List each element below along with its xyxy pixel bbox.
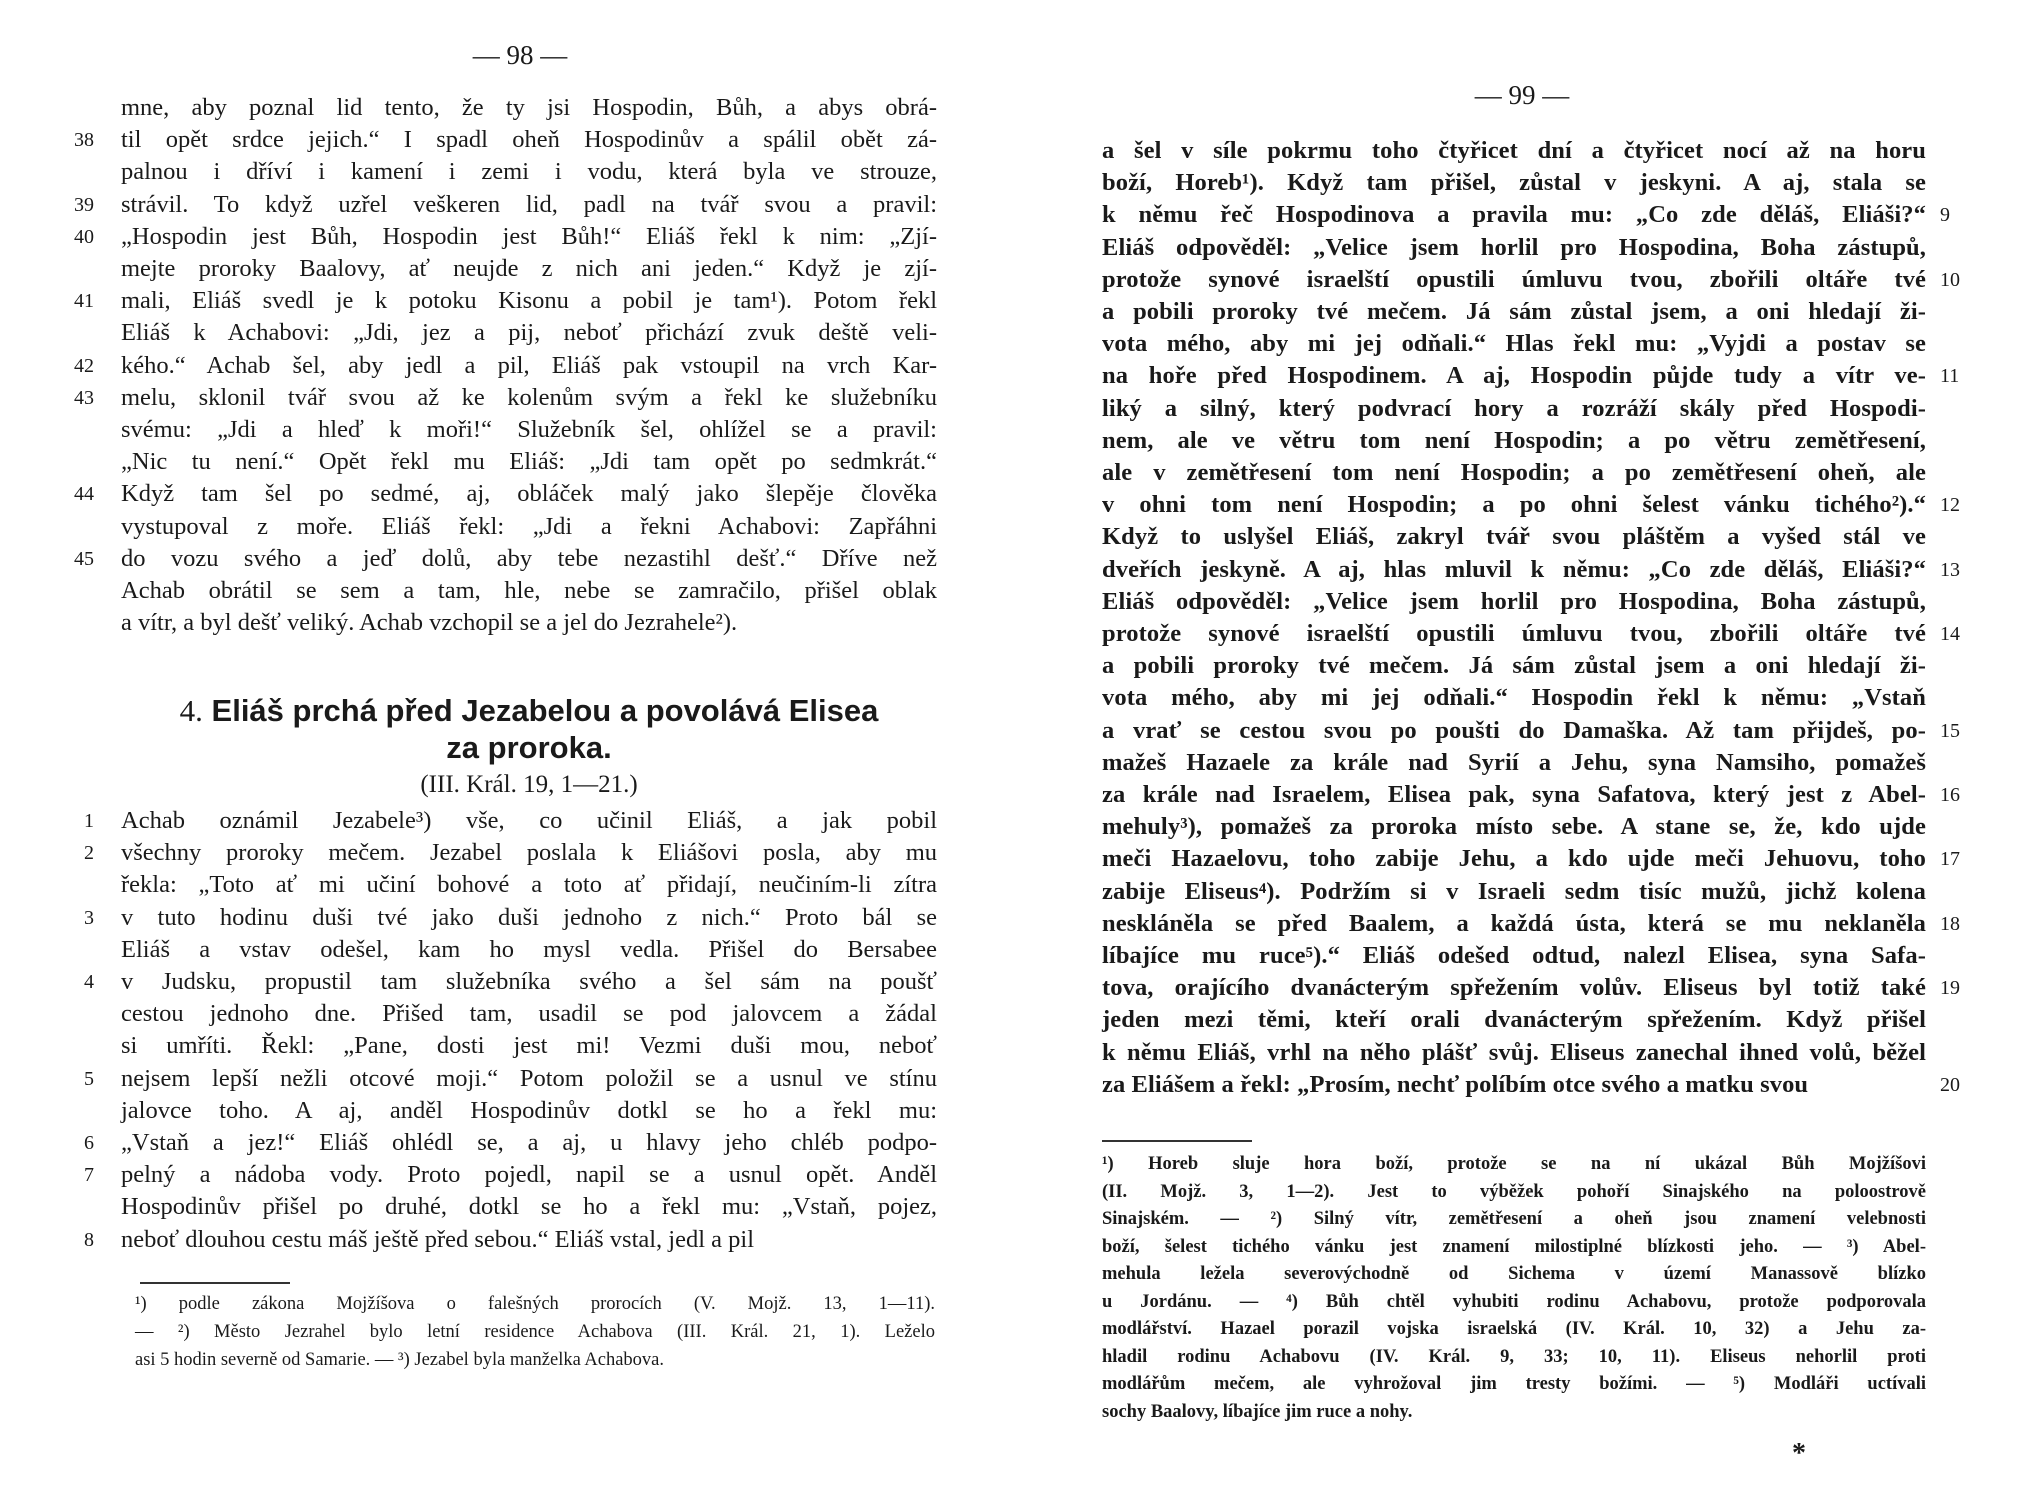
verse-number: 40 xyxy=(74,225,94,248)
line-text: líbajíce mu ruce⁵).“ Eliáš odešed odtud, nalezl Elisea, syna Safa- xyxy=(1102,942,1926,969)
line-text: do vozu svého a jeď dolů, aby tebe nezastihl dešť.“ Dříve než xyxy=(121,544,937,572)
verse-number: 39 xyxy=(74,193,94,216)
verse-number: 3 xyxy=(84,906,94,929)
verse-number: 1 xyxy=(84,810,94,832)
footnote-rule xyxy=(140,1282,290,1284)
footnote-line: modlářům mečem, ale vyhrožoval jim tresty božími. — ⁵) Modláři uctívali xyxy=(1102,1374,1926,1394)
line-text: liký a silný, který podvrací hory a rozráží skály před Hospodi- xyxy=(1102,394,1926,422)
section-number: 4. xyxy=(179,693,203,728)
footnote-line: ¹) podle zákona Mojžíšova o falešných prorocích (V. Mojž. 13, 1—11). xyxy=(135,1294,935,1314)
verse-number: 45 xyxy=(74,547,94,570)
line-text: palnou i dříví i kamení i zemi i vodu, která byla ve strouze, xyxy=(121,158,937,186)
line-text: a vítr, a byl dešť veliký. Achab vzchopil se a jel do Jezrahele²). xyxy=(121,609,738,637)
line-text: protože synové israelští opustili úmluvu tvou, zbořili oltáře tvé xyxy=(1102,620,1926,647)
verse-number: 20 xyxy=(1940,1073,1960,1096)
right-page xyxy=(1010,0,2020,1500)
footnote-line: ¹) Horeb sluje hora boží, protože se na ní ukázal Bůh Mojžíšovi xyxy=(1102,1154,1926,1174)
line-text: Když to uslyšel Eliáš, zakryl tvář svou pláštěm a vyšed stál ve xyxy=(1102,523,1926,551)
line-text: dveřích jeskyně. A aj, hlas mluvil k němu: „Co zde děláš, Eliáši?“ xyxy=(1102,555,1926,583)
line-text: mehuly³), pomažeš za proroka místo sebe. A stane se, že, kdo ujde xyxy=(1102,813,1926,841)
verse-number: 17 xyxy=(1940,848,1960,871)
line-text: „Vstaň a jez!“ Eliáš ohlédl se, a aj, u hlavy jeho chléb podpo- xyxy=(121,1129,937,1156)
line-text: řekla: „Toto ať mi učiní bohové a toto ať přidají, neučiním-li zítra xyxy=(121,871,937,899)
line-text: ale v zemětřesení tom není Hospodin; a po zemětřesení oheň, ale xyxy=(1102,459,1926,486)
line-text: Eliáš k Achabovi: „Jdi, jez a pij, neboť přichází zvuk deště veli- xyxy=(121,319,937,347)
line-text: v Judsku, propustil tam služebníka svého a šel sám na poušť xyxy=(121,968,937,995)
footnote-line: Sinajském. — ²) Silný vítr, zemětřesení a oheň jsou znamení velebnosti xyxy=(1102,1209,1926,1229)
footnote-line: (II. Mojž. 3, 1—2). Jest to výběžek pohoří Sinajského na poloostrově xyxy=(1102,1181,1926,1202)
line-text: jeden mezi těmi, kteří orali dvanácterým spřežením. Když přišel xyxy=(1102,1006,1926,1034)
line-text: mali, Eliáš svedl je k potoku Kisonu a pobil je tam¹). Potom řekl xyxy=(121,287,937,315)
verse-number: 16 xyxy=(1940,784,1960,806)
line-text: til opět srdce jejich.“ I spadl oheň Hospodinův a spálil obět zá- xyxy=(121,126,937,154)
line-text: a pobili proroky tvé mečem. Já sám zůstal jsem, a oni hledají ži- xyxy=(1102,298,1926,325)
footnote-line: — ²) Město Jezrahel bylo letní residence Achabova (III. Král. 21, 1). Leželo xyxy=(135,1322,935,1342)
verse-number: 6 xyxy=(84,1132,94,1154)
line-text: jalovce toho. A aj, anděl Hospodinův dotkl se ho a řekl mu: xyxy=(121,1096,937,1124)
verse-number: 38 xyxy=(74,129,94,152)
verse-number: 19 xyxy=(1940,977,1960,1000)
footnote-line: boží, šelest tichého vánku jest znamení milostiplné blízkosti jeho. — ³) Abel- xyxy=(1102,1236,1926,1257)
line-text: v ohni tom není Hospodin; a po ohni šelest vánku tichého²).“ xyxy=(1102,491,1926,519)
line-text: za krále nad Israelem, Elisea pak, syna Safatova, který jest z Abel- xyxy=(1102,781,1926,808)
verse-number: 13 xyxy=(1940,558,1960,581)
verse-number: 18 xyxy=(1940,912,1960,935)
footnote-line: u Jordánu. — ⁴) Bůh chtěl vyhubiti rodinu Achabovu, protože podporovala xyxy=(1102,1291,1926,1312)
line-text: Hospodinův přišel po druhé, dotkl se ho a řekl mu: „Vstaň, pojez, xyxy=(121,1193,937,1221)
line-text: Eliáš odpověděl: „Velice jsem horlil pro Hospodina, Boha zástupů, xyxy=(1102,233,1926,261)
line-text: za Eliášem a řekl: „Prosím, nechť políbím otce svého a matku svou xyxy=(1102,1070,1809,1098)
line-text: tova, orajícího dvanácterým spřežením volův. Eliseus byl totiž také xyxy=(1102,974,1926,1002)
line-text: na hoře před Hospodinem. A aj, Hospodin půjde tudy a vítr ve- xyxy=(1102,362,1926,390)
verse-number: 11 xyxy=(1940,365,1960,388)
footnote-line: sochy Baalovy, líbajíce jim ruce a nohy. xyxy=(1102,1401,1413,1422)
line-text: nem, ale ve větru tom není Hospodin; a po větru zemětřesení, xyxy=(1102,426,1926,454)
line-text: Achab obrátil se sem a tam, hle, nebe se zamračilo, přišel oblak xyxy=(121,577,937,604)
verse-number: 14 xyxy=(1940,623,1960,645)
line-text: melu, sklonil tvář svou až ke kolenům svým a řekl ke služebníku xyxy=(121,383,937,411)
line-text: k němu řeč Hospodinova a pravila mu: „Co zde děláš, Eliáši?“ xyxy=(1102,201,1926,229)
footnote-line: mehula ležela severovýchodně od Sichema v území Manassově blízko xyxy=(1102,1264,1926,1284)
footnote-line: modlářství. Hazael porazil vojska israelská (IV. Král. 10, 32) a Jehu za- xyxy=(1102,1319,1926,1339)
section-heading-continued xyxy=(121,730,937,766)
line-text: v tuto hodinu duši tvé jako duši jednoho z nich.“ Proto bál se xyxy=(121,903,937,931)
line-text: strávil. To když uzřel veškeren lid, padl na tvář svou a pravil: xyxy=(121,190,937,218)
verse-number: 7 xyxy=(84,1164,94,1187)
line-text: boží, Horeb¹). Když tam přišel, zůstal v jeskyni. A aj, stala se xyxy=(1102,169,1926,197)
verse-number: 41 xyxy=(74,290,94,313)
line-text: meči Hazaelovu, toho zabije Jehu, a kdo ujde meči Jehuovu, toho xyxy=(1102,845,1926,873)
verse-number: 8 xyxy=(84,1228,94,1251)
line-text: mne, aby poznal lid tento, že ty jsi Hospodin, Bůh, a abys obrá- xyxy=(121,94,937,121)
line-text: k němu Eliáš, vrhl na něho plášť svůj. Eliseus zanechal ihned volů, běžel xyxy=(1102,1038,1926,1066)
section-reference: (III. Král. 19, 1—21.) xyxy=(420,771,638,798)
line-text: a pobili proroky tvé mečem. Já sám zůstal jsem a oni hledají ži- xyxy=(1102,652,1926,680)
line-text: nejsem lepší nežli otcové moji.“ Potom položil se a usnul ve stínu xyxy=(121,1064,937,1092)
line-text: cestou jednoho dne. Přišed tam, usadil se pod jalovcem a žádal xyxy=(121,1000,937,1028)
line-text: a šel v síle pokrmu toho čtyřicet dní a čtyřicet nocí až na horu xyxy=(1102,137,1926,164)
line-text: vota mého, aby mi jej odňali.“ Hospodin řekl k němu: „Vstaň xyxy=(1102,684,1926,712)
line-text: vystupoval z moře. Eliáš řekl: „Jdi a řekni Achabovi: Zapřáhni xyxy=(121,512,937,540)
line-text: Eliáš a vstav odešel, kam ho mysl vedla. Přišel do Bersabee xyxy=(121,935,937,963)
verse-number: 10 xyxy=(1940,268,1960,291)
line-text: Když tam šel po sedmé, aj, obláček malý jako šlepěje člověka xyxy=(121,480,937,508)
line-text: svému: „Jdi a hleď k moři!“ Služebník šel, ohlížel se a pravil: xyxy=(121,416,937,443)
verse-number: 9 xyxy=(1940,204,1950,227)
verse-number: 42 xyxy=(74,354,94,377)
line-text: „Nic tu není.“ Opět řekl mu Eliáš: „Jdi tam opět po sedmkrát.“ xyxy=(121,448,937,476)
line-text: zabije Eliseus⁴). Podržím si v Israeli sedm tisíc mužů, jichž kolena xyxy=(1102,877,1926,905)
footnote-line: asi 5 hodin severně od Samarie. — ³) Jezabel byla manželka Achabova. xyxy=(135,1350,665,1370)
line-text: mažeš Hazaele za krále nad Syrií a Jehu, syna Namsiho, pomažeš xyxy=(1102,748,1926,776)
line-text: a vrať se cestou svou po poušti do Damaška. Až tam přijdeš, po- xyxy=(1102,716,1926,744)
line-text: kého.“ Achab šel, aby jedl a pil, Eliáš pak vstoupil na vrch Kar- xyxy=(121,351,937,379)
page-mark: * xyxy=(1792,1438,1806,1469)
footnote-rule xyxy=(1102,1140,1252,1142)
line-text: pelný a nádoba vody. Proto pojedl, napil se a usnul opět. Anděl xyxy=(121,1161,937,1189)
verse-number: 2 xyxy=(84,842,94,865)
line-text: všechny proroky mečem. Jezabel poslala k Eliášovi posla, aby mu xyxy=(121,839,937,867)
line-text: Eliáš odpověděl: „Velice jsem horlil pro Hospodina, Boha zástupů, xyxy=(1102,587,1926,615)
line-text: si umříti. Řekl: „Pane, dosti jest mi! Vezmi duši mou, neboť xyxy=(121,1032,937,1060)
section-title-line-1: Eliáš prchá před Jezabelou a povolává Elisea xyxy=(211,693,879,728)
line-text: mejte proroky Baalovy, ať neujde z nich ani jeden.“ Když je zjí- xyxy=(121,255,937,282)
verse-number: 4 xyxy=(84,971,94,993)
verse-number: 44 xyxy=(74,483,94,506)
page-number: — 99 — xyxy=(1474,80,1570,110)
footnote-line: hladil rodinu Achabovu (IV. Král. 9, 33; 10, 11). Eliseus nehorlil proti xyxy=(1102,1346,1926,1367)
line-text: neskláněla se před Baalem, a každá ústa, která se mu neklaněla xyxy=(1102,909,1926,937)
line-text: „Hospodin jest Bůh, Hospodin jest Bůh!“ Eliáš řekl k nim: „Zjí- xyxy=(121,222,937,250)
line-text: vota mého, aby mi jej odňali.“ Hlas řekl mu: „Vyjdi a postav se xyxy=(1102,330,1926,358)
page-number: — 98 — xyxy=(472,40,568,70)
verse-number: 5 xyxy=(84,1067,94,1090)
line-text: Achab oznámil Jezabele³) vše, co učinil Eliáš, a jak pobil xyxy=(121,807,937,834)
verse-number: 43 xyxy=(74,386,94,409)
section-heading xyxy=(121,693,937,729)
verse-number: 12 xyxy=(1940,494,1960,517)
line-text: protože synové israelští opustili úmluvu tvou, zbořili oltáře tvé xyxy=(1102,265,1926,293)
verse-number: 15 xyxy=(1940,719,1960,742)
section-title-line-2: za proroka. xyxy=(446,730,612,765)
line-text: neboť dlouhou cestu máš ještě před sebou.“ Eliáš vstal, jedl a pil xyxy=(121,1225,755,1253)
